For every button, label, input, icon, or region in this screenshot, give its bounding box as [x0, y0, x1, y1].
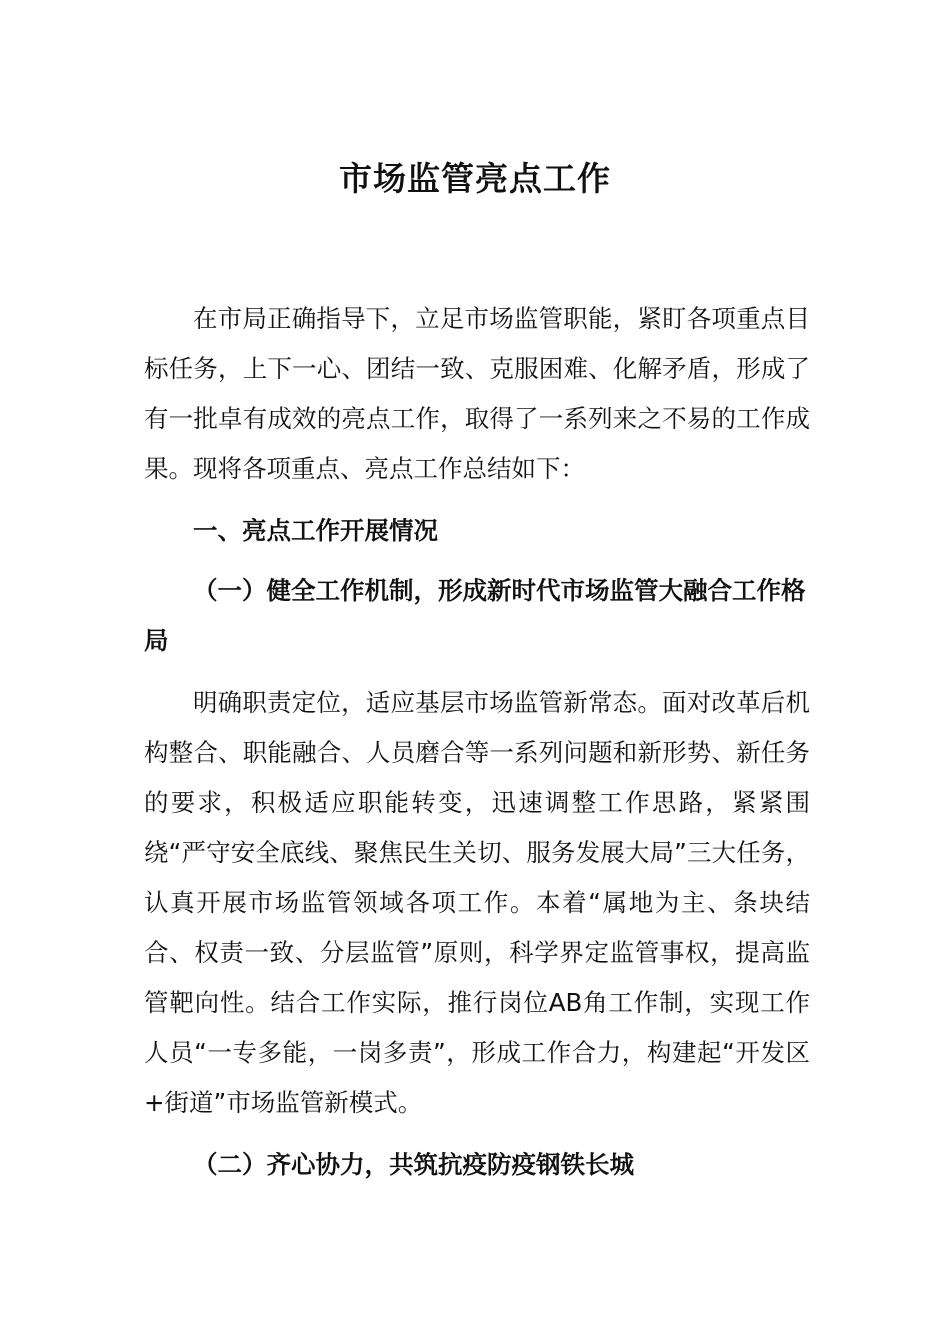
document-title: 市场监管亮点工作	[339, 159, 611, 198]
document-body	[144, 294, 810, 1190]
intro-paragraph: 在市局正确指导下，立足市场监管职能，紧盯各项重点目标任务，上下一心、团结一致、克服困难、化解矛盾，形成了有一批卓有成效的亮点工作，取得了一系列来之不易的工作成果。现将各项重点、亮点工作总结如下：	[144, 304, 810, 483]
subsection-heading-2: （二）齐心协力，共筑抗疫防疫钢铁长城	[193, 1150, 634, 1179]
subsection-1-paragraph: 明确职责定位，适应基层市场监管新常态。面对改革后机构整合、职能融合、人员磨合等一系列问题和新形势、新任务的要求，积极适应职能转变，迅速调整工作思路，紧紧围绕“严守安全底线、聚焦民生关切、服务发展大局”三大任务，认真开展市场监管领域各项工作。本着“属地为主、条块结合、权责一致、分层监管”原则，科学界定监管事权，提高监管靶向性。结合工作实际，推行岗位AB角工作制，实现工作人员“一专多能，一岗多责”，形成工作合力，构建起“开发区+街道”市场监管新模式。	[144, 688, 810, 1117]
section-heading-1: 一、亮点工作开展情况	[193, 516, 438, 545]
subsection-heading-1: （一）健全工作机制，形成新时代市场监管大融合工作格局	[144, 576, 806, 655]
